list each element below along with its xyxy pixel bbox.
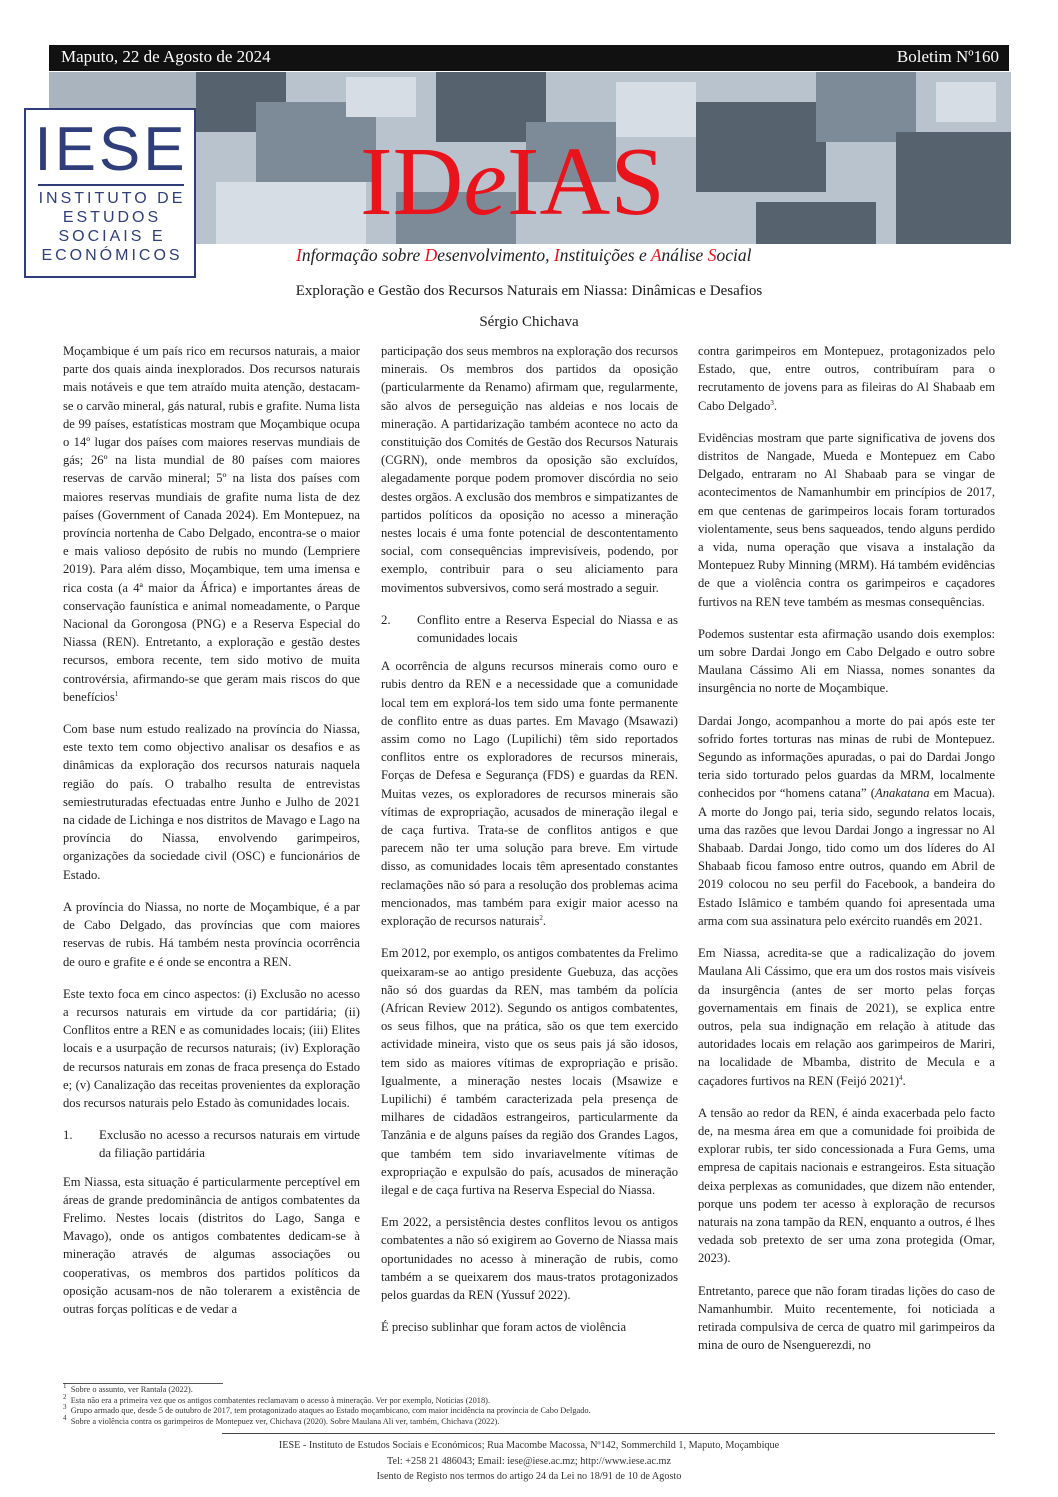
masthead-part: ID xyxy=(360,128,464,236)
logo-line: ESTUDOS xyxy=(62,209,162,226)
text-column-3 xyxy=(698,342,995,1368)
masthead-part: IAS xyxy=(506,128,665,236)
issue-date: Maputo, 22 de Agosto de 2024 xyxy=(61,47,271,66)
footer-divider xyxy=(222,1433,995,1434)
page-footer xyxy=(0,1438,1058,1485)
paragraph: Entretanto, parece que não foram tiradas lições do caso de Namanhumbir. Muito recentemente, foi noticiada a retirada compulsiva de cerca de quatro mil garimpeiros da mina de ouro de Nsenguerezdi, no xyxy=(698,1283,995,1353)
logo-line: ECONÓMICOS xyxy=(41,247,183,264)
paragraph: É preciso sublinhar que foram actos de violência xyxy=(381,1320,627,1335)
logo-line: INSTITUTO DE xyxy=(38,190,186,207)
paragraph: participação dos seus membros na exploração dos recursos minerais. Os membros dos partidos da oposição (particularmente da Renamo) afirmam que, regularmente, são alvos de perseguição nas aldeias e nos locais de mineração. A partidarização também acontece no acto da constituição dos Comités de Gestão dos Recursos Naturais (CGRN), onde membros da oposição são excluídos, alegadamente porque podem promover discórdia no seio destes orgãos. A exclusão dos membros e simpatizantes de partidos políticos da oposição no acesso a mineração nestes locais é uma fonte potencial de descontentamento social, com consequências imprevisíveis, podendo, por exemplo, contribuir para o seu aliciamento para movimentos subversivos, como será mostrado a seguir. xyxy=(381,344,678,595)
footnote: $^3$ Grupo armado que, desde 5 de outubro de 2017, tem protagonizado ataques ao Estado moçambicano, com maior incidência na província de Cabo Delgado. xyxy=(63,1403,591,1415)
paragraph: Moçambique é um país rico em recursos naturais, a maior parte dos quais ainda inexplorados. Dos recursos naturais mais notáveis e que tem atraído muita atenção, destacam-se o carvão mineral, gás natural, rubis e grafite. Numa lista de 99 países, estatísticas mostram que Moçambique ocupa o 14º lugar dos países com maiores reservas mundiais de gás; 26º na lista mundial de 80 países com maiores reservas de carvão mineral; 5º na lista dos países com maiores reservas mundiais de grafite numa lista de dez países (Government of Canada 2024). Em Montepuez, na província nortenha de Cabo Delgado, encontra-se o maior e mais valioso depósito de rubis no mundo (Lempriere 2019). Para além disso, Moçambique, tem uma imensa e rica costa (a 4ª maior da África) e importantes áreas de conservação faunística e animal nomeadamente, o Parque Nacional da Gorongosa (PNG) e a Reserva Especial do Niassa (REN). Entretanto, a exploração e gestão destes recursos, embora recente, tem sido motivo de muita controvérsia, afirmando-se que geram mais riscos do que benefícios$^1$ xyxy=(63,344,360,704)
footnote: $^1$ Sobre o assunto, ver Rantala (2022). xyxy=(63,1382,193,1394)
masthead-tagline: Informação sobre Desenvolvimento, Instituições e Análise Social xyxy=(296,245,752,265)
footer-registration: Isento de Registo nos termos do artigo 24 da Lei no 18/91 de 10 de Agosto xyxy=(376,1471,682,1483)
paragraph: A província do Niassa, no norte de Moçambique, é a par de Cabo Delgado, das províncias que com maiores reservas de rubis. Há também nesta província ocorrência de ouro e grafite e é onde se encontra a REN. xyxy=(63,899,360,969)
article-author: Sérgio Chichava xyxy=(479,314,579,330)
footer-address: IESE - Instituto de Estudos Sociais e Económicos; Rua Macombe Macossa, Nº142, Sommerchild 1, Maputo, Moçambique xyxy=(278,1440,780,1451)
paragraph: Em 2022, a persistência destes conflitos levou os antigos combatentes a não só exigirem ao Governo de Niassa mais oportunidades no acesso à mineração de rubis, como também a se queixarem dos maus-tratos protagonizados pelos guardas da REN (Yussuf 2022). xyxy=(381,1215,678,1302)
paragraph: A ocorrência de alguns recursos minerais como ouro e rubis dentro da REN e a necessidade que a comunidade local tem em explorá-los tem sido uma fonte permanente de conflito entre as duas partes. Em Mavago (Msawazi) assim como no Lago (Lupilichi) têm sido reportados conflitos entre os exploradores de recursos minerais, Forças de Defesa e Segurança (FDS) e guardas da REN. Muitas vezes, os exploradores de recursos minerais são vítimas de expropriação, acusados de mineração ilegal e de caça furtiva. Trata-se de conflitos antigos e que parecem não ter uma solução para breve. Em virtude disso, as comunidades locais têm apresentado constantes reclamações não só para a resolução dos problemas acima mencionados, mas também para exigir maior acesso na exploração de recursos naturais$^2$. xyxy=(381,659,678,929)
footnotes xyxy=(63,1382,1003,1427)
paragraph: contra garimpeiros em Montepuez, protagonizados pelo Estado, que, entre outros, contribuíram para o recrutamento de jovens para as fileiras do Al Shabaab em Cabo Delgado$^3$. xyxy=(698,344,995,413)
footnote-divider xyxy=(63,1383,223,1384)
section-heading: 2. Conflito entre a Reserva Especial do Niassa e as comunidades locais xyxy=(381,612,678,646)
iese-logo xyxy=(24,108,196,278)
logo-acronym: IESE xyxy=(34,115,188,184)
logo-line: SOCIAIS E xyxy=(58,228,166,245)
paragraph: Dardai Jongo, acompanhou a morte do pai após este ter sofrido fortes torturas nas minas de rubi de Montepuez. Segundo as informações apuradas, o pai do Dardai Jongo teria sido torturado pelos guardas da MRM, localmente conhecidos por “homens catana” (Anakatana em Macua). A morte do Jongo pai, teria sido, segundo relatos locais, uma das razões que levou Dardai Jongo a ingressar no Al Shabaab. Dardai Jongo, tido como um dos líderes do Al Shabaab ficou famoso entre outros, quando em Abril de 2019 colocou no seu perfil do Facebook, a bandeira do Estado Islâmico e também quando foi apresentada uma arma com sua assinatura pelo exército ruandês em 2021. xyxy=(698,713,995,928)
paragraph: Podemos sustentar esta afirmação usando dois exemplos: um sobre Dardai Jongo em Cabo Delgado e outro sobre Maulana Cássimo Ali em Niassa, nomes sonantes da insurgência no norte de Moçambique. xyxy=(698,626,995,696)
issue-number: Boletim Nº160 xyxy=(896,47,999,66)
footnote: $^2$ Esta não era a primeira vez que os antigos combatentes reclamavam o acesso à mineração. Ver por exemplo, Notícias (2018). xyxy=(63,1392,491,1405)
paragraph: Este texto foca em cinco aspectos: (i) Exclusão no acesso a recursos naturais em virtude da cor partidária; (ii) Conflitos entre a REN e as comunidades locais; (iii) Elites locais e a usurpação de recursos naturais; (iv) Exploração de recursos naturais em zonas de fraca presença do Estado e; (v) Canalização das receitas provenientes da exploração dos recursos naturais pelo Estado às comunidades locais. xyxy=(63,986,360,1110)
article-title: Exploração e Gestão dos Recursos Naturais em Niassa: Dinâmicas e Desafios xyxy=(295,283,763,299)
masthead-part-italic: e xyxy=(463,128,507,236)
text-column-1 xyxy=(63,342,360,1332)
text-column-2 xyxy=(381,342,678,1350)
paragraph: Com base num estudo realizado na província do Niassa, este texto tem como objectivo analisar os desafios e as dinâmicas da exploração dos recursos naturais naquela região do país. O trabalho resulta de entrevistas semiestruturadas efectuadas entre Junho e Julho de 2021 na cidade de Lichinga e nos distritos de Mavago e Lago na província do Niassa, envolvendo garimpeiros, organizações da sociedade civil (OSC) e funcionários de Estado. xyxy=(63,722,360,882)
paragraph: A tensão ao redor da REN, é ainda exacerbada pelo facto de, na mesma área em que a comunidade foi proibida de explorar rubis, ter sido concessionada a Fura Gems, uma empresa de capitais nacionais e estrangeiros. Esta situação deixa perplexas as comunidades, que dizem não entender, porque uns podem ter acesso à exploração de recursos naturais na zona tampão da REN, enquanto a outros, é lhes vedada sob pretexto de ser uma zona protegida (Omar, 2023). xyxy=(698,1105,995,1266)
paragraph: Em Niassa, esta situação é particularmente perceptível em áreas de grande predominância de antigos combatentes da Frelimo. Nestes locais (distritos do Lago, Sanga e Mavago), onde os antigos combatentes dedicam-se à mineração através de algumas associações ou cooperativas, os membros dos partidos políticos da oposição acusam-nos de não tolerarem a existência de outras forças políticas e de vedar a xyxy=(63,1174,360,1316)
footnote: $^4$ Sobre a violência contra os garimpeiros de Montepuez ver, Chichava (2020). Sobre Maulana Ali ver, também, Chichava (2022). xyxy=(63,1413,500,1426)
paragraph: Evidências mostram que parte significativa de jovens dos distritos de Nangade, Mueda e Montepuez em Cabo Delgado, entraram no Al Shabaab para se vingar de acontecimentos de Namanhumbir em princípios de 2017, em que centenas de garimpeiros locais foram torturados violentamente, seus bens saqueados, tendo alguns perdido a vida, numa operação que visava a instalação da Montepuez Ruby Minning (MRM). Há também evidências de que a violência contra os garimpeiros e caçadores furtivos na REN teve também as mesmas consequências. xyxy=(698,430,995,609)
paragraph: Em 2012, por exemplo, os antigos combatentes da Frelimo queixaram-se ao antigo presidente Guebuza, das acções não só dos guardas da REN, mas também da polícia (African Review 2012). Segundo os antigos combatentes, os seus filhos, que na prática, são os que tem exercido actividade mineira, visto que os seus pais já são idosos, tem sido as maiores vítimas de expropriação e prisão. Igualmente, a mineração nestes locais (Msawize e Lupilichi) é também caracterizada pela presença de milhares de cidadãos estrangeiros, particularmente da Tanzânia e de alguns países da região dos Grandes Lagos, que também tem sido invariavelmente vítimas de expropriação e expulsão do país, acusados de mineração ilegal e de caça furtiva na Reserva Especial do Niassa. xyxy=(381,946,678,1197)
banner-photo-left xyxy=(49,72,196,112)
header-bar xyxy=(49,45,1009,71)
footer-contact[interactable]: Tel: +258 21 486043; Email: iese@iese.ac.mz; http://www.iese.ac.mz xyxy=(387,1455,671,1467)
logo-divider xyxy=(38,184,184,186)
paragraph: Em Niassa, acredita-se que a radicalização do jovem Maulana Ali Cássimo, que era um dos rostos mais visíveis da insurgência (antes de ser morto pelas forças governamentais em finais de 2021), se explica entre outros, pela sua indignação em relação à atitude das autoridades locais em relação aos garimpeiros de Mariri, na localidade de Mbamba, distrito de Mecula e a caçadores furtivos na REN (Feijó 2021)$^4$. xyxy=(698,946,995,1088)
section-heading: 1. Exclusão no acesso a recursos naturais em virtude da filiação partidária xyxy=(63,1128,360,1161)
masthead-title xyxy=(360,128,665,236)
